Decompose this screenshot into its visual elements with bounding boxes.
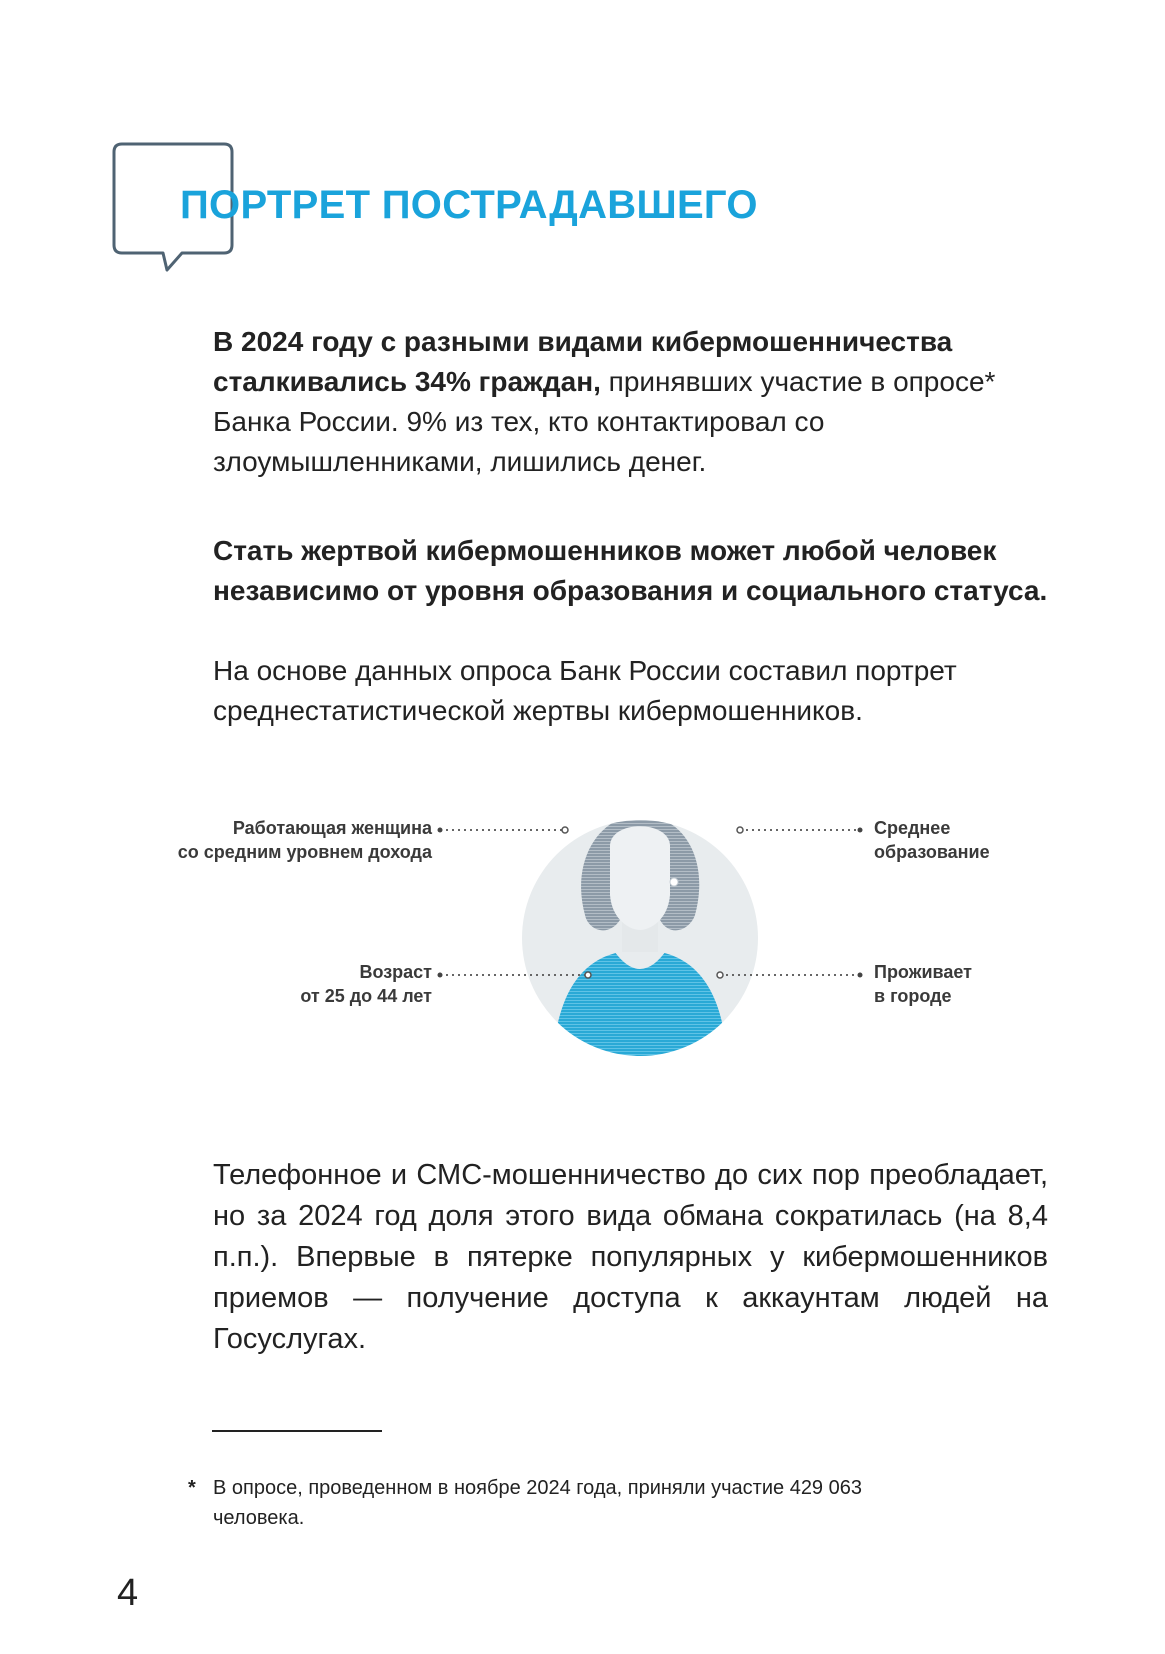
footnote-text: В опросе, проведенном в ноябре 2024 года, приняли участие 429 063 человека.	[213, 1477, 862, 1529]
label-age-line-2: от 25 до 44 лет	[300, 986, 432, 1006]
label-employment-line-2: со средним уровнем дохода	[177, 842, 432, 862]
trends-paragraph: Телефонное и СМС-мошенничество до сих пор преобладает, но за 2024 год доля этого вида обмана сократилась (на 8,4 п.п.). Впервые в пятерке популярных у кибермошенников приемов — получение доступа к аккаунтам людей на Госуслугах.	[213, 1159, 1048, 1355]
footnote-divider	[212, 1430, 382, 1432]
label-education-line-1: Среднее	[874, 818, 951, 838]
connector-dot	[737, 827, 743, 833]
victim-portrait-infographic	[0, 820, 1165, 1080]
intro-paragraph	[213, 322, 1048, 482]
intro-bold-lead: В 2024 году с разными видами кибермошенничества сталкивались 34% граждан,	[213, 326, 953, 397]
footnote-marker: *	[188, 1477, 196, 1499]
label-residence-line-1: Проживает	[874, 962, 972, 982]
portrait-note-paragraph: На основе данных опроса Банк России составил портрет среднестатистической жертвы кибермошенников.	[213, 655, 957, 726]
footnote	[188, 1473, 948, 1533]
connector-dot	[585, 972, 591, 978]
page-title: ПОРТРЕТ ПОСТРАДАВШЕГО	[180, 183, 758, 227]
label-education	[874, 816, 990, 864]
statement-paragraph: Стать жертвой кибермошенников может любой человек независимо от уровня образования и социального статуса.	[213, 535, 1048, 606]
label-age	[300, 960, 432, 1008]
label-education-line-2: образование	[874, 842, 990, 862]
page-number: 4	[117, 1572, 139, 1614]
connector-dot	[717, 972, 723, 978]
label-residence-line-2: в городе	[874, 986, 952, 1006]
label-residence	[874, 960, 972, 1008]
label-employment	[178, 816, 432, 864]
label-age-line-1: Возраст	[359, 962, 432, 982]
connector-dot	[562, 827, 568, 833]
label-employment-line-1: Работающая женщина	[232, 818, 432, 838]
portrait-graphic	[0, 820, 1165, 1080]
intro-rest: принявших участие в опросе* Банка России. 9% из тех, кто контактировал со злоумышленниками, лишились денег.	[213, 366, 996, 477]
